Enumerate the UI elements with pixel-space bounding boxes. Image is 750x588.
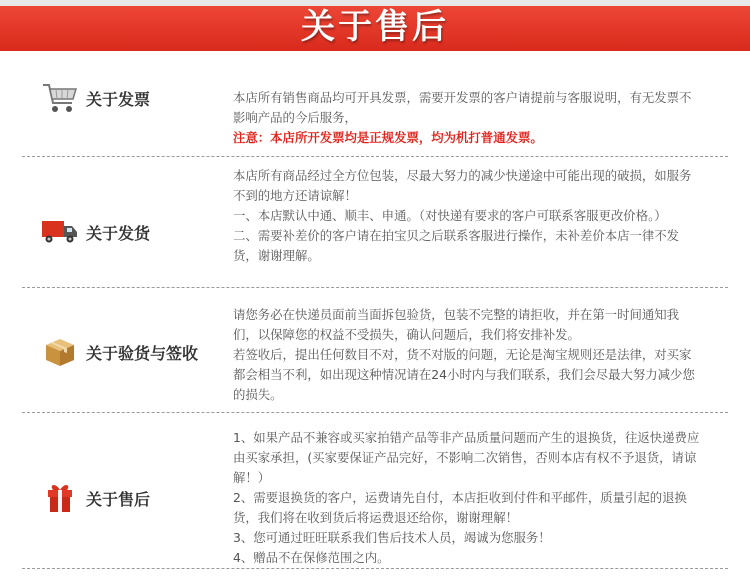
content-paragraph: 请您务必在快递员面前当面拆包验货，包装不完整的请拒收，并在第一时间通知我们，以保障您的权益不受损失，确认问题后，我们将安排补发。 [233, 307, 680, 342]
content-paragraph: 1、如果产品不兼容或买家拍错产品等非产品质量问题而产生的退换货，往返快递费应由买家承担，(买家要保证产品完好，不影响二次销售，否则本店有权不予退货，请谅解！） [233, 430, 700, 485]
content-paragraph: 2、需要退换货的客户，运费请先自付，本店拒收到付件和平邮件，质量引起的退换货，我们将在收到货后将运费退还给你，谢谢理解！ [233, 490, 687, 525]
section-label-shipping [40, 214, 150, 250]
section-content-invoice [233, 88, 703, 148]
content-paragraph: 若签收后，提出任何数目不对，货不对版的问题，无论是淘宝规则还是法律，对买家都会相当不利，如出现这种情况请在24小时内与我们联系，我们会尽最大努力减少您的损失。 [233, 347, 695, 402]
content-paragraph: 二、需要补差价的客户请在拍宝贝之后联系客服进行操作，未补差价本店一律不发货，谢谢理解。 [233, 228, 680, 263]
content-paragraph: 一、本店默认中通、顺丰、申通。（对快递有要求的客户可联系客服更改价格。） [233, 208, 667, 223]
content-paragraph: 本店所有销售商品均可开具发票，需要开发票的客户请提前与客服说明，有无发票不影响产品的今后服务， [233, 90, 692, 125]
section-content-inspection [233, 305, 703, 405]
header-banner [0, 0, 750, 51]
section-label-inspection [40, 334, 198, 370]
section-divider [22, 568, 728, 569]
content-paragraph: 4、赠品不在保修范围之内。 [233, 550, 390, 565]
section-label-text: 关于验货与签收 [86, 343, 199, 363]
section-divider [22, 412, 728, 413]
section-divider [22, 156, 728, 157]
gift-box-icon [40, 480, 80, 516]
delivery-truck-icon [40, 214, 80, 250]
section-content-after-sales [233, 428, 703, 568]
content-paragraph: 本店所有商品经过全方位包装，尽最大努力的减少快递途中可能出现的破损，如服务不到的地方还请谅解！ [233, 168, 692, 203]
shopping-cart-icon [40, 80, 80, 116]
section-label-text: 关于售后 [86, 489, 151, 509]
section-label-invoice [40, 80, 150, 116]
invoice-note: 注意：本店所开发票均是正规发票，均为机打普通发票。 [233, 130, 543, 145]
section-label-text: 关于发票 [86, 89, 151, 109]
page-title: 关于售后 [301, 7, 449, 47]
section-label-text: 关于发货 [86, 223, 151, 243]
section-content-shipping [233, 166, 703, 266]
section-divider [22, 287, 728, 288]
content-paragraph: 3、您可通过旺旺联系我们售后技术人员，竭诚为您服务！ [233, 530, 551, 545]
cardboard-box-icon [40, 334, 80, 370]
section-label-after-sales [40, 480, 150, 516]
